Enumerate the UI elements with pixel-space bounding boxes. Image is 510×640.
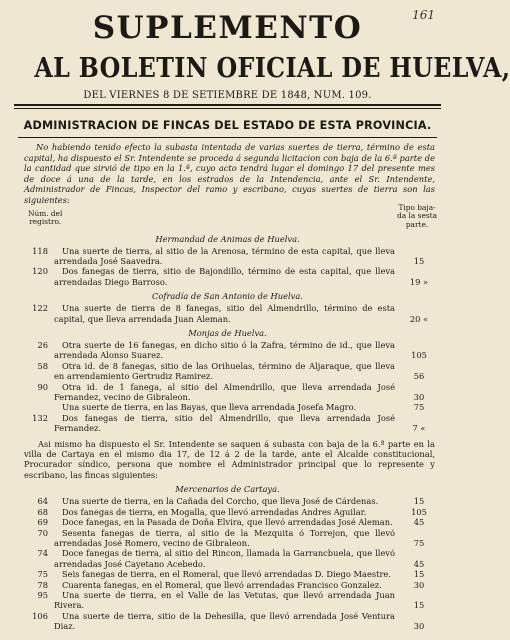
price-column-header: Tipo baja- da la sesta parte. — [397, 202, 437, 229]
list-item — [24, 496, 437, 506]
registry-number: 132 — [32, 412, 48, 423]
registry-number: 75 — [37, 569, 48, 580]
reserve-price: 75 — [413, 537, 425, 548]
bulletin-title: AL BOLETIN OFICIAL DE HUELVA, — [34, 53, 510, 84]
list-item — [24, 361, 437, 382]
registry-number: 58 — [37, 360, 48, 371]
property-description: Una suerte de tierra, al sitio de la Arenosa, término de esta capital, que lleva arrendada José Saavedra. — [54, 245, 395, 266]
list-item — [24, 590, 437, 611]
reserve-price: 15 — [413, 496, 425, 507]
reserve-price: 15 — [413, 255, 425, 266]
list-item — [24, 246, 437, 267]
reserve-price: 15 — [413, 569, 425, 580]
list-item — [24, 303, 437, 324]
registry-number: 69 — [37, 517, 48, 528]
property-description: Otra id. de 1 fanega, al sitio del Almendrillo, que lleva arrendada José Fernandez, vecino de Gibraleon. — [54, 381, 395, 403]
reserve-price: 75 — [413, 402, 425, 413]
supplement-title: SUPLEMENTO — [92, 10, 363, 46]
registry-number: 118 — [32, 245, 48, 256]
registry-number: 106 — [32, 610, 48, 621]
list-item — [24, 517, 437, 527]
second-auction-list — [8, 496, 447, 631]
property-description: Cuarenta fanegas, en el Romeral, que llevó arrendadas Francisco Gonzalez. — [62, 579, 382, 590]
registry-number: 90 — [37, 381, 48, 392]
group-heading: Monjas de Huelva. — [188, 328, 267, 338]
property-description: Una suerte de tierra, sitio de la Dehesilla, que llevó arrendada José Ventura Diaz. — [54, 610, 395, 632]
list-item — [24, 266, 437, 287]
reserve-price: 45 — [413, 517, 425, 528]
issue-dateline: DEL VIERNES 8 DE SETIEMBRE DE 1848, NUM. 109. — [83, 90, 372, 101]
property-description: Dos fanegas de tierra, sitio del Almendrillo, que lleva arrendada José Fernandez. — [54, 412, 395, 434]
registry-number: 70 — [37, 527, 48, 538]
list-item — [24, 507, 437, 517]
registry-number: 78 — [37, 579, 48, 590]
group-heading: Cofradía de San Antonio de Huelva. — [152, 291, 303, 302]
property-description: Dos fanegas de tierra, en Mogalla, que llevó arrendadas Andres Aguilar. — [62, 506, 367, 517]
reserve-price: 105 — [411, 506, 427, 517]
list-item — [24, 402, 437, 412]
property-description: Una suerte de tierra, en las Bayas, que lleva arrendada Josefa Magro. — [62, 402, 357, 413]
reserve-price: 30 — [413, 621, 425, 632]
list-item — [24, 528, 437, 549]
registry-number: 95 — [37, 589, 48, 600]
list-item — [24, 580, 437, 590]
property-description: Doce fanegas de tierra, al sitio del Rincon, llamada la Garrancbuela, que llevó arrendadas José Cayetano Acebedo. — [54, 548, 395, 569]
reserve-price: 56 — [413, 371, 425, 382]
folio-number: 161 — [412, 8, 435, 22]
property-description: Dos fanegas de tierra, sitio de Bajondillo, término de esta capital, que lleva arrendadas Diego Barroso. — [54, 266, 395, 287]
registry-column-header: Núm. del registro. — [28, 208, 63, 227]
list-item — [24, 569, 437, 579]
reserve-price: 30 — [413, 392, 425, 403]
masthead-rule — [14, 104, 441, 109]
reserve-price: 45 — [413, 558, 425, 569]
first-auction-list — [8, 234, 447, 434]
property-description: Una suerte de tierra, en la Cañada del Corcho, que lleva José de Cárdenas. — [62, 496, 379, 507]
registry-number: 74 — [37, 548, 48, 559]
property-description: Otra id. de 8 fanegas, sitio de las Orihuelas, término de Aljaraque, que lleva en arrendamiento Gertrudiz Ramirez. — [54, 360, 395, 382]
reserve-price: 20 « — [409, 313, 429, 324]
list-item — [24, 413, 437, 434]
list-item — [24, 340, 437, 361]
table-header — [24, 202, 437, 230]
registry-number: 26 — [37, 340, 48, 350]
group-heading: Mercenarios de Cartaya. — [175, 484, 280, 495]
second-auction-paragraph: Asi mismo ha dispuesto el Sr. Intendente se saquen á subasta con baja de la 6.ª parte en la villa de Cartaya en el mismo dia 17, de 12 á 2 de la tarde, ante el Alcalde constitucional, Procurador síndico, persona que nombre el Administrador principal que lo represente y escribano, las fincas siguientes: — [24, 438, 435, 480]
reserve-price: 15 — [413, 600, 425, 611]
registry-number: 122 — [32, 303, 48, 314]
reserve-price: 105 — [411, 350, 427, 361]
property-description: Otra suerte de 16 fanegas, en dicho sitio ó la Zafra, término de id., que lleva arrendada Alonso Suarez. — [54, 340, 395, 361]
reserve-price: 7 « — [412, 423, 426, 434]
list-item — [24, 548, 437, 569]
intro-paragraph: No habiendo tenido efecto la subasta intentada de varias suertes de tierra, término de esta capital, ha dispuesto el Sr. Intendente se proceda á segunda licitacion con baja de la 6.ª parte de la cantidad que sirvió de tipo en la 1.ª, cuyo acto tendrá lugar el domingo 17 del presente mes de doce á una de la tarde, en los estrados de la Intendencia, ante el Sr. Intendente, Administrador de Fincas, Inspector del ramo y escribano, cuyas suertes de tierra son las siguientes: — [24, 142, 435, 205]
section-rule — [18, 137, 437, 138]
registry-number: 68 — [37, 506, 48, 517]
property-description: Una suerte de tierra de 8 fanegas, sitio del Almendrillo, término de esta capital, que lleva arrendada Juan Aleman. — [54, 303, 395, 324]
property-description: Sesenta fanegas de tierra, al sitio de la Mezquita ó Torrejon, que llevó arrendadas José Romero, vecino de Gibraleon. — [54, 527, 395, 548]
group-heading: Hermandad de Animas de Huelva. — [155, 233, 300, 244]
list-item — [24, 611, 437, 632]
property-description: Doce fanegas, en la Pasada de Doña Elvira, que llevó arrendadas José Aleman. — [62, 517, 393, 528]
reserve-price: 19 » — [409, 276, 429, 287]
registry-number: 120 — [32, 266, 48, 277]
property-description: Una suerte de tierra, en el Valle de las Vetutas, que llevó arrendada Juan Rivera. — [54, 589, 395, 611]
section-title: ADMINISTRACION DE FINCAS DEL ESTADO DE ESTA PROVINCIA. — [23, 119, 432, 132]
list-item — [24, 382, 437, 403]
reserve-price: 30 — [413, 579, 425, 590]
registry-number: 64 — [37, 496, 48, 507]
property-description: Seis fanegas de tierra, en el Romeral, que llevó arrendadas D. Diego Maestre. — [62, 569, 391, 580]
